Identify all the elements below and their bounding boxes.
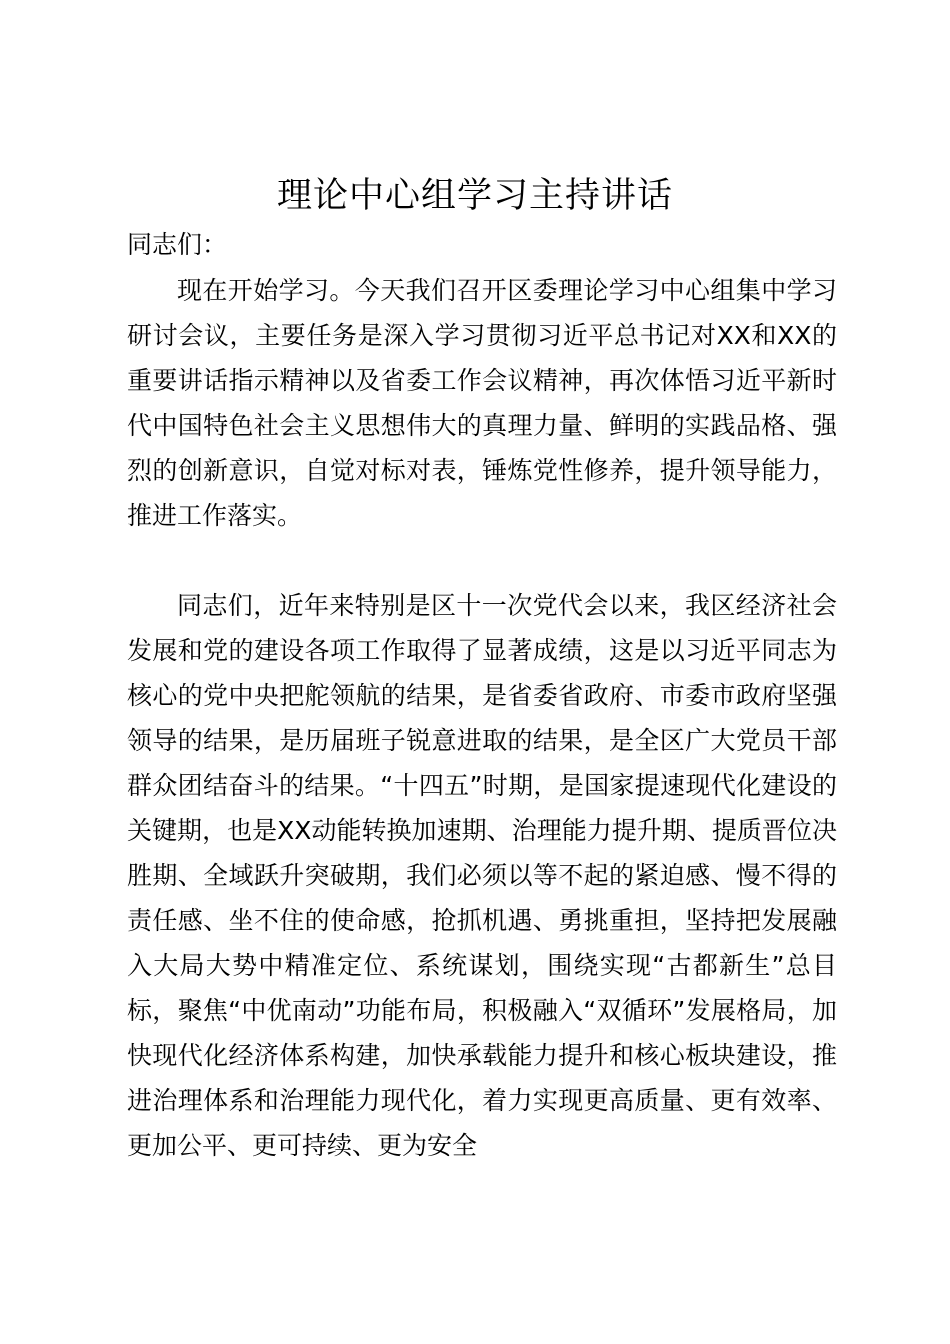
paragraph-2: 同志们，近年来特别是区十一次党代会以来，我区经济社会发展和党的建设各项工作取得了显著成绩，这是以习近平同志为核心的党中央把舵领航的结果，是省委省政府、市委市政府坚强领导的结果，是历届班子锐意进取的结果，是全区广大党员干部群众团结奋斗的结果。“十四五”时期，是国家提速现代化建设的关键期，也是XX动能转换加速期、治理能力提升期、提质晋位决胜期、全域跃升突破期，我们必须以等不起的紧迫感、慢不得的责任感、坐不住的使命感，抢抓机遇、勇挑重担，坚持把发展融入大局大势中精准定位、系统谋划，围绕实现“古都新生”总目标，聚焦“中优南动”功能布局，积极融入“双循环”发展格局，加快现代化经济体系构建，加快承载能力提升和核心板块建设，推进治理体系和治理能力现代化，着力实现更高质量、更有效率、更加公平、更可持续、更为安全: [127, 591, 837, 1160]
salutation: 同志们：: [127, 230, 228, 259]
paragraph-1: 现在开始学习。今天我们召开区委理论学习中心组集中学习研讨会议，主要任务是深入学习贯彻习近平总书记对XX和XX的重要讲话指示精神以及省委工作会议精神，再次体悟习近平新时代中国特色社会主义思想伟大的真理力量、鲜明的实践品格、强烈的创新意识，自觉对标对表，锤炼党性修养，提升领导能力，推进工作落实。: [127, 276, 837, 530]
document-title: 理论中心组学习主持讲话: [276, 176, 673, 216]
